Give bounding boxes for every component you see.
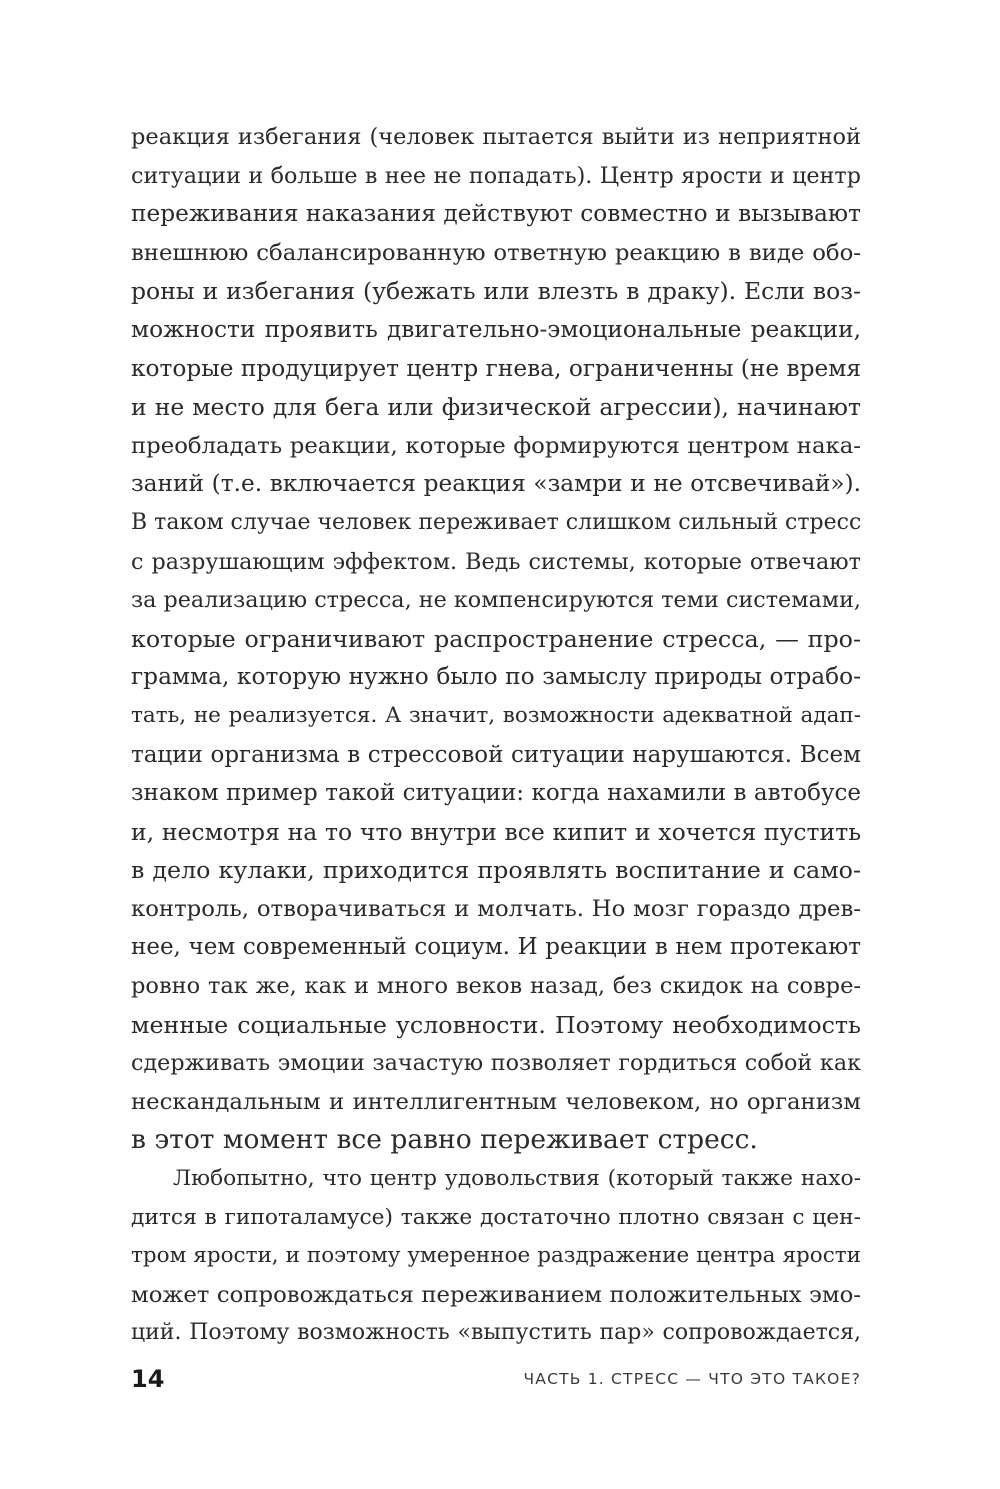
text-line: грамма, которую нужно было по замыслу природы отрабо-	[131, 663, 861, 691]
text-line: ровно так же, как и много веков назад, без скидок на совре-	[131, 973, 861, 1000]
text-line: которые продуцирует центр гнева, ограниченны (не время	[131, 354, 861, 382]
page-number: 14	[131, 1365, 165, 1393]
body-text	[131, 118, 861, 1353]
text-line: ций. Поэтому возможность «выпустить пар» сопровождается,	[131, 1320, 861, 1346]
text-line: может сопровождаться переживанием положительных эмо-	[131, 1281, 861, 1308]
text-line: дится в гипоталамусе) также достаточно плотно связан с цен-	[131, 1204, 861, 1230]
text-line: роны и избегания (убежать или влезть в драку). Если воз-	[131, 277, 861, 306]
text-line: переживания наказания действуют совместно и вызывают	[131, 200, 861, 228]
text-line: нее, чем современный социум. И реакции в нем протекают	[131, 934, 861, 961]
running-head: ЧАСТЬ 1. СТРЕСС — ЧТО ЭТО ТАКОЕ?	[523, 1370, 861, 1388]
text-line: преобладать реакции, которые формируются центром нака-	[131, 432, 861, 459]
text-line: В таком случае человек переживает слишком сильный стресс	[131, 509, 862, 535]
paragraph-end-line: в этот момент все равно переживает стресс.	[131, 1124, 758, 1156]
text-line: заний (т.е. включается реакция «замри и не отсвечивай»).	[131, 470, 861, 498]
text-line: ситуации и больше в нее не попадать). Центр ярости и центр	[131, 162, 861, 189]
page-footer	[131, 1362, 861, 1396]
paragraph-start-line: Любопытно, что центр удовольствия (который также нахо-	[173, 1166, 861, 1192]
text-line: в дело кулаки, приходится проявлять воспитание и само-	[131, 856, 861, 885]
text-line: нескандальным и интеллигентным человеком, но организм	[131, 1088, 861, 1115]
text-line: за реализацию стресса, не компенсируются теми системами,	[131, 587, 861, 614]
text-line: тации организма в стрессовой ситуации нарушаются. Всем	[131, 741, 861, 768]
text-line: контроль, отворачиваться и молчать. Но мозг гораздо древ-	[131, 895, 861, 922]
text-line: знаком пример такой ситуации: когда нахамили в автобусе	[131, 780, 861, 807]
text-line: внешнюю сбалансированную ответную реакцию в виде обо-	[131, 239, 861, 266]
text-line: реакция избегания (человек пытается выйти из неприятной	[131, 124, 861, 150]
text-line: которые ограничивают распространение стресса, — про-	[131, 624, 861, 653]
text-line: и не место для бега или физической агрессии), начинают	[131, 393, 861, 422]
text-line: менные социальные условности. Поэтому необходимость	[131, 1010, 861, 1039]
text-line: сдерживать эмоции зачастую позволяет гордиться собой как	[131, 1050, 861, 1077]
text-line: и, несмотря на то что внутри все кипит и хочется пустить	[131, 817, 861, 846]
text-line: можности проявить двигательно-эмоциональные реакции,	[131, 315, 861, 343]
text-line: с разрушающим эффектом. Ведь системы, которые отвечают	[131, 548, 861, 575]
text-line: тать, не реализуется. А значит, возможности адекватной адап-	[131, 702, 861, 728]
text-line: тром ярости, и поэтому умеренное раздражение центра ярости	[131, 1243, 861, 1269]
